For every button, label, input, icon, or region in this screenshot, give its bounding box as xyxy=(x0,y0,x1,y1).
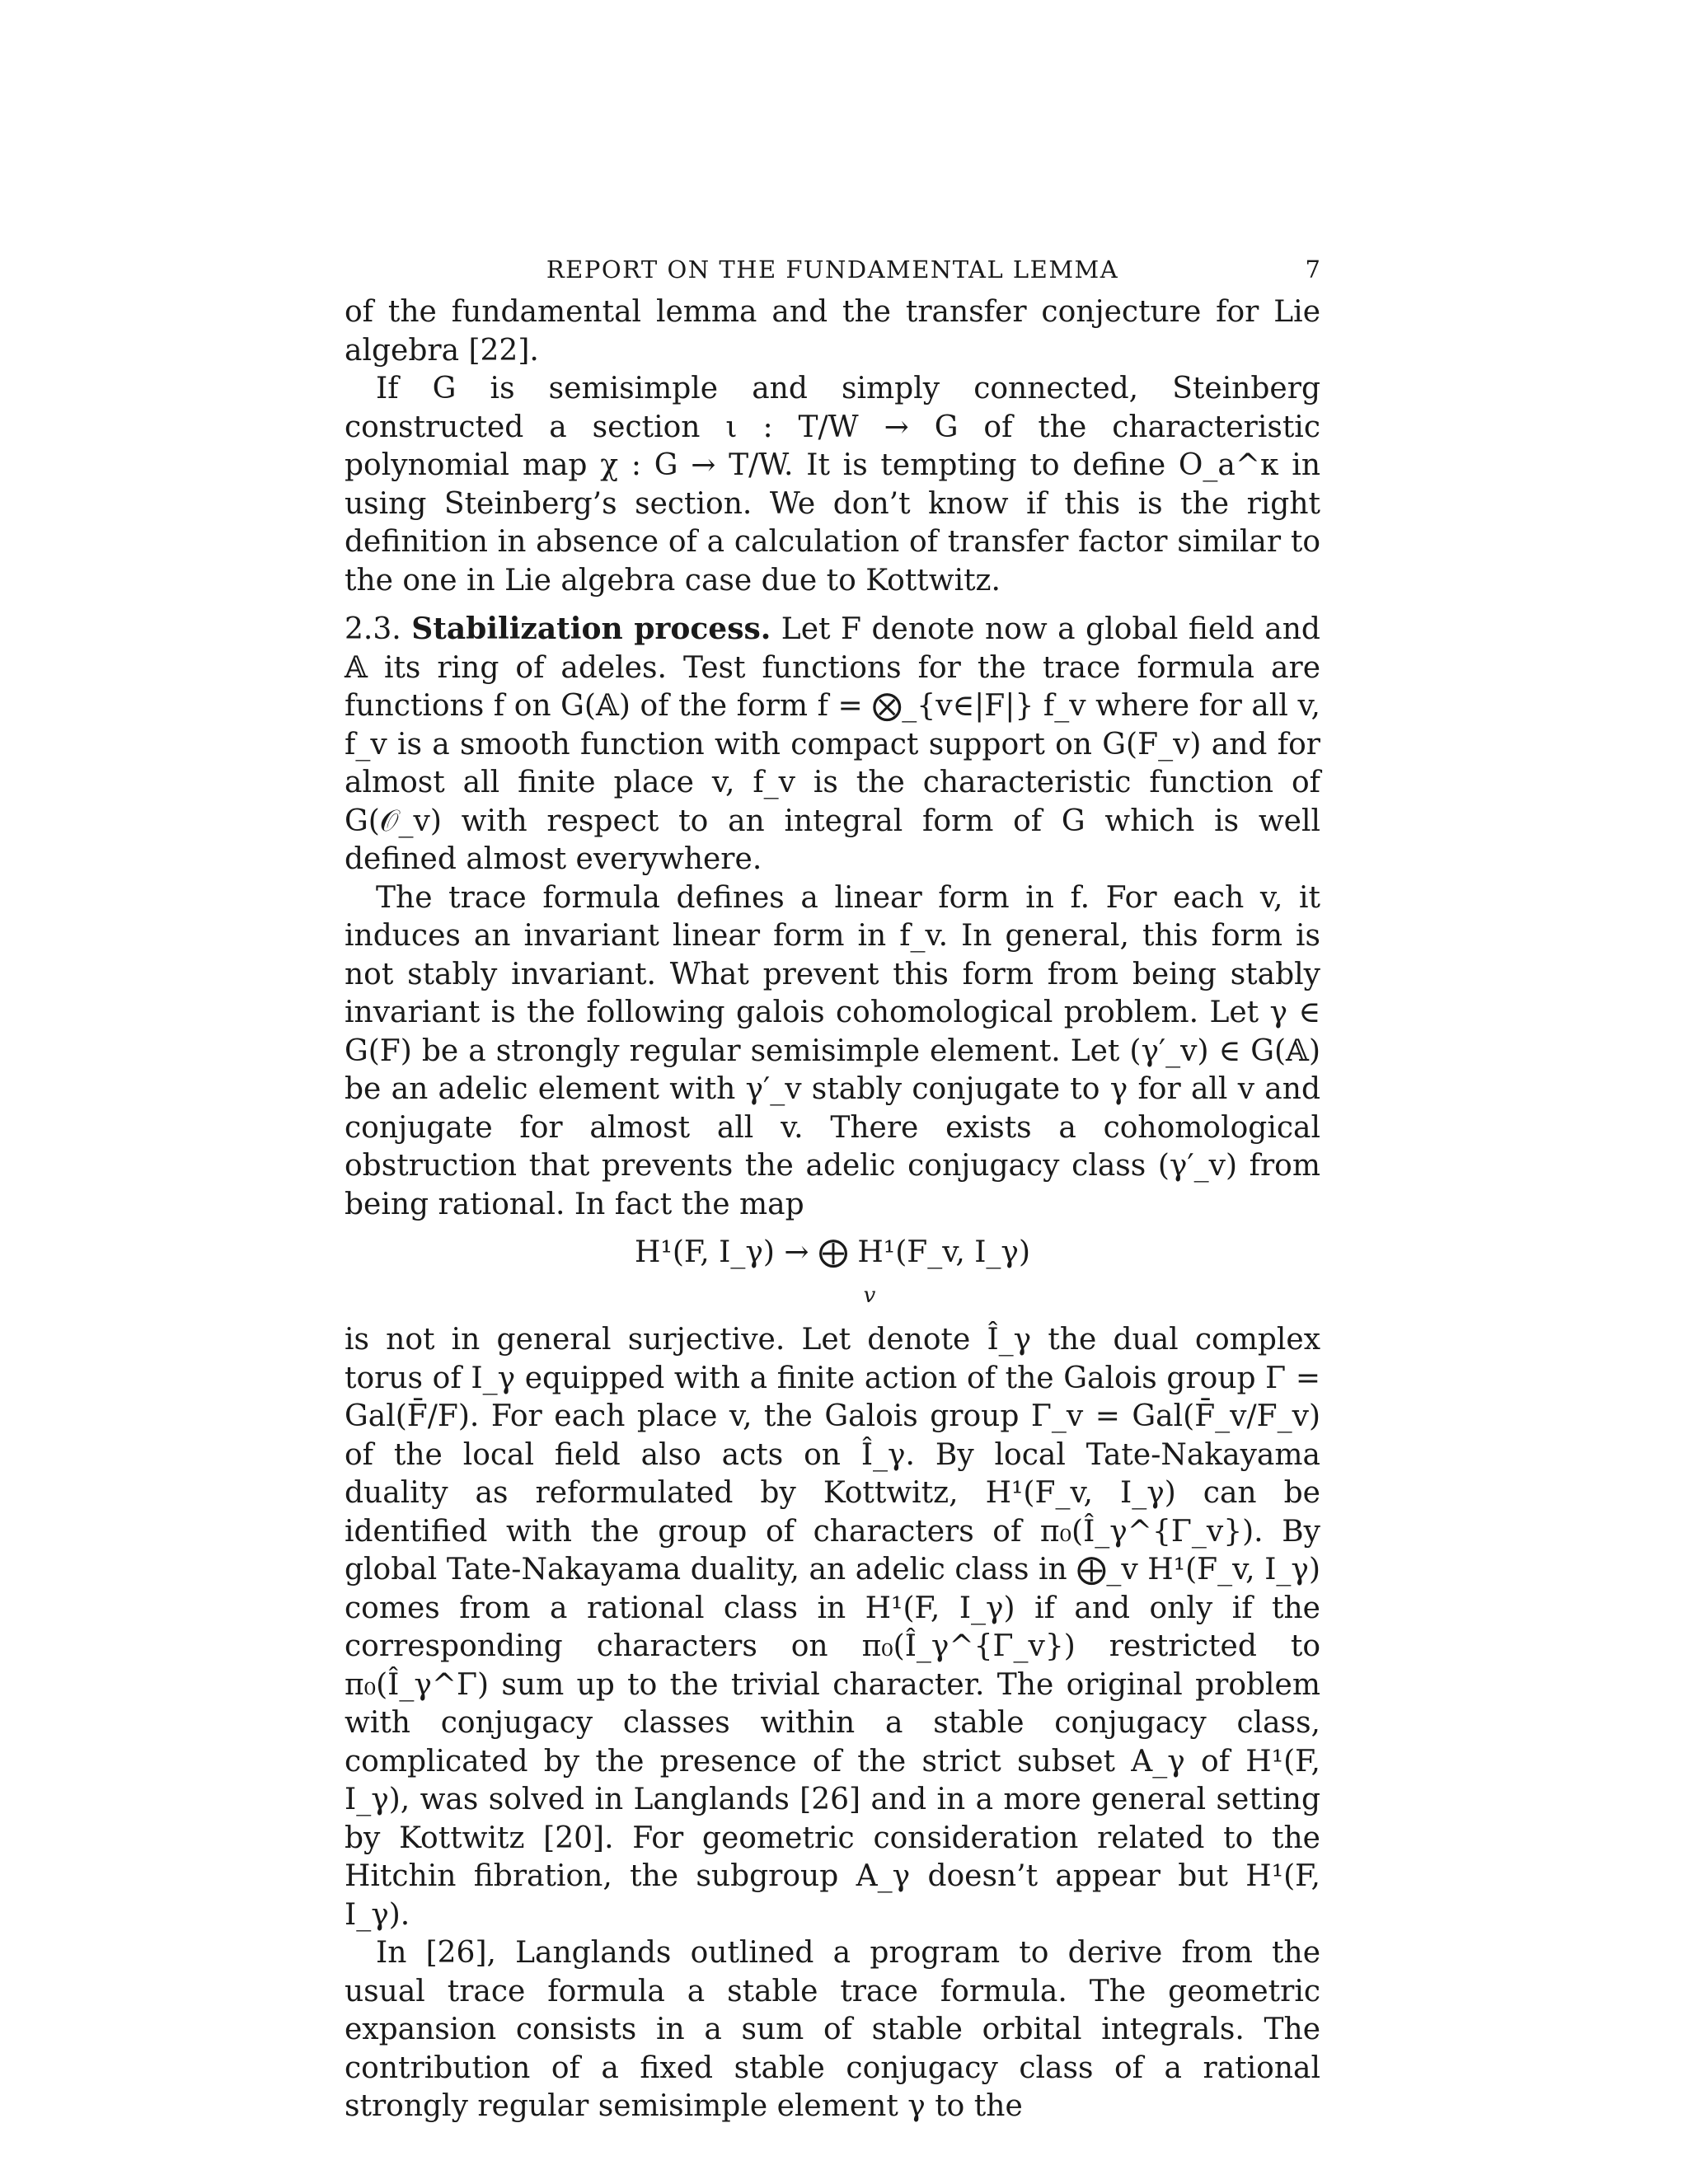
equation-main: H¹(F, I_γ) → ⨁ H¹(F_v, I_γ) xyxy=(635,1235,1030,1269)
page xyxy=(345,247,1320,2126)
section-heading: Stabilization process. xyxy=(411,612,771,646)
paragraph-5: is not in general surjective. Let denote Î_γ the dual complex torus of I_γ equipped with a finite action of the Galois group Γ = Gal(F̄/F). For each place v, the Galois group Γ_v = Gal(F̄_v/F_v) of the local field also acts on Î_γ. By local Tate-Nakayama duality as reformulated by Kottwitz, H¹(F_v, I_γ) can be identified with the group of characters of π₀(Î_γ^{Γ_v}). By global Tate-Nakayama duality, an adelic class in ⨁_v H¹(F_v, I_γ) comes from a rational class in H¹(F, I_γ) if and only if the corresponding characters on π₀(Î_γ^{Γ_v}) restricted to π₀(Î_γ^Γ) sum up to the trivial character. The original problem with conjugacy classes within a stable conjugacy class, complicated by the presence of the strict subset A_γ of H¹(F, I_γ), was solved in Langlands [26] and in a more general setting by Kottwitz [20]. For geometric consideration related to the Hitchin fibration, the subgroup A_γ doesn’t appear but H¹(F, I_γ). xyxy=(345,1323,1320,1932)
running-header xyxy=(345,247,1320,293)
equation-subscript: v xyxy=(863,1283,876,1308)
paragraph-1: of the fundamental lemma and the transfer conjecture for Lie algebra [22]. xyxy=(345,295,1320,368)
paragraph-2: If G is semisimple and simply connected, Steinberg constructed a section ι : T/W → G of the characteristic polynomial map χ : G → T/W. It is tempting to define O_a^κ in using Steinberg’s section. We don’t know if this is the right definition in absence of a calculation of transfer factor similar to the one in Lie algebra case due to Kottwitz. xyxy=(345,372,1320,598)
paragraph-4: The trace formula defines a linear form in f. For each v, it induces an invariant linear form in f_v. In general, this form is not stably invariant. What prevent this form from being stably invariant is the following galois cohomological problem. Let γ ∈ G(F) be a strongly regular semisimple element. Let (γ′_v) ∈ G(𝔸) be an adelic element with γ′_v stably conjugate to γ for all v and conjugate for almost all v. There exists a cohomological obstruction that prevents the adelic conjugacy class (γ′_v) from being rational. In fact the map xyxy=(345,880,1320,1221)
page-number: 7 xyxy=(1305,255,1320,284)
section-text: Let F denote now a global field and 𝔸 its ring of adeles. Test functions for the trace formula are functions f on G(𝔸) of the form f = ⨂_{v∈|F|} f_v where for all v, f_v is a smooth function with compact support on G(F_v) and for almost all finite place v, f_v is the characteristic function of G(𝒪_v) with respect to an integral form of G which is well defined almost everywhere. xyxy=(345,612,1320,876)
running-title: REPORT ON THE FUNDAMENTAL LEMMA xyxy=(546,255,1119,284)
body-text xyxy=(345,293,1320,2126)
display-equation xyxy=(345,1227,1320,1316)
section-number: 2.3. xyxy=(345,612,401,646)
paragraph-6: In [26], Langlands outlined a program to derive from the usual trace formula a stable trace formula. The geometric expansion consists in a sum of stable orbital integrals. The contribution of a fixed stable conjugacy class of a rational strongly regular semisimple element γ to the xyxy=(345,1936,1320,2123)
section-2-3 xyxy=(345,610,1320,879)
